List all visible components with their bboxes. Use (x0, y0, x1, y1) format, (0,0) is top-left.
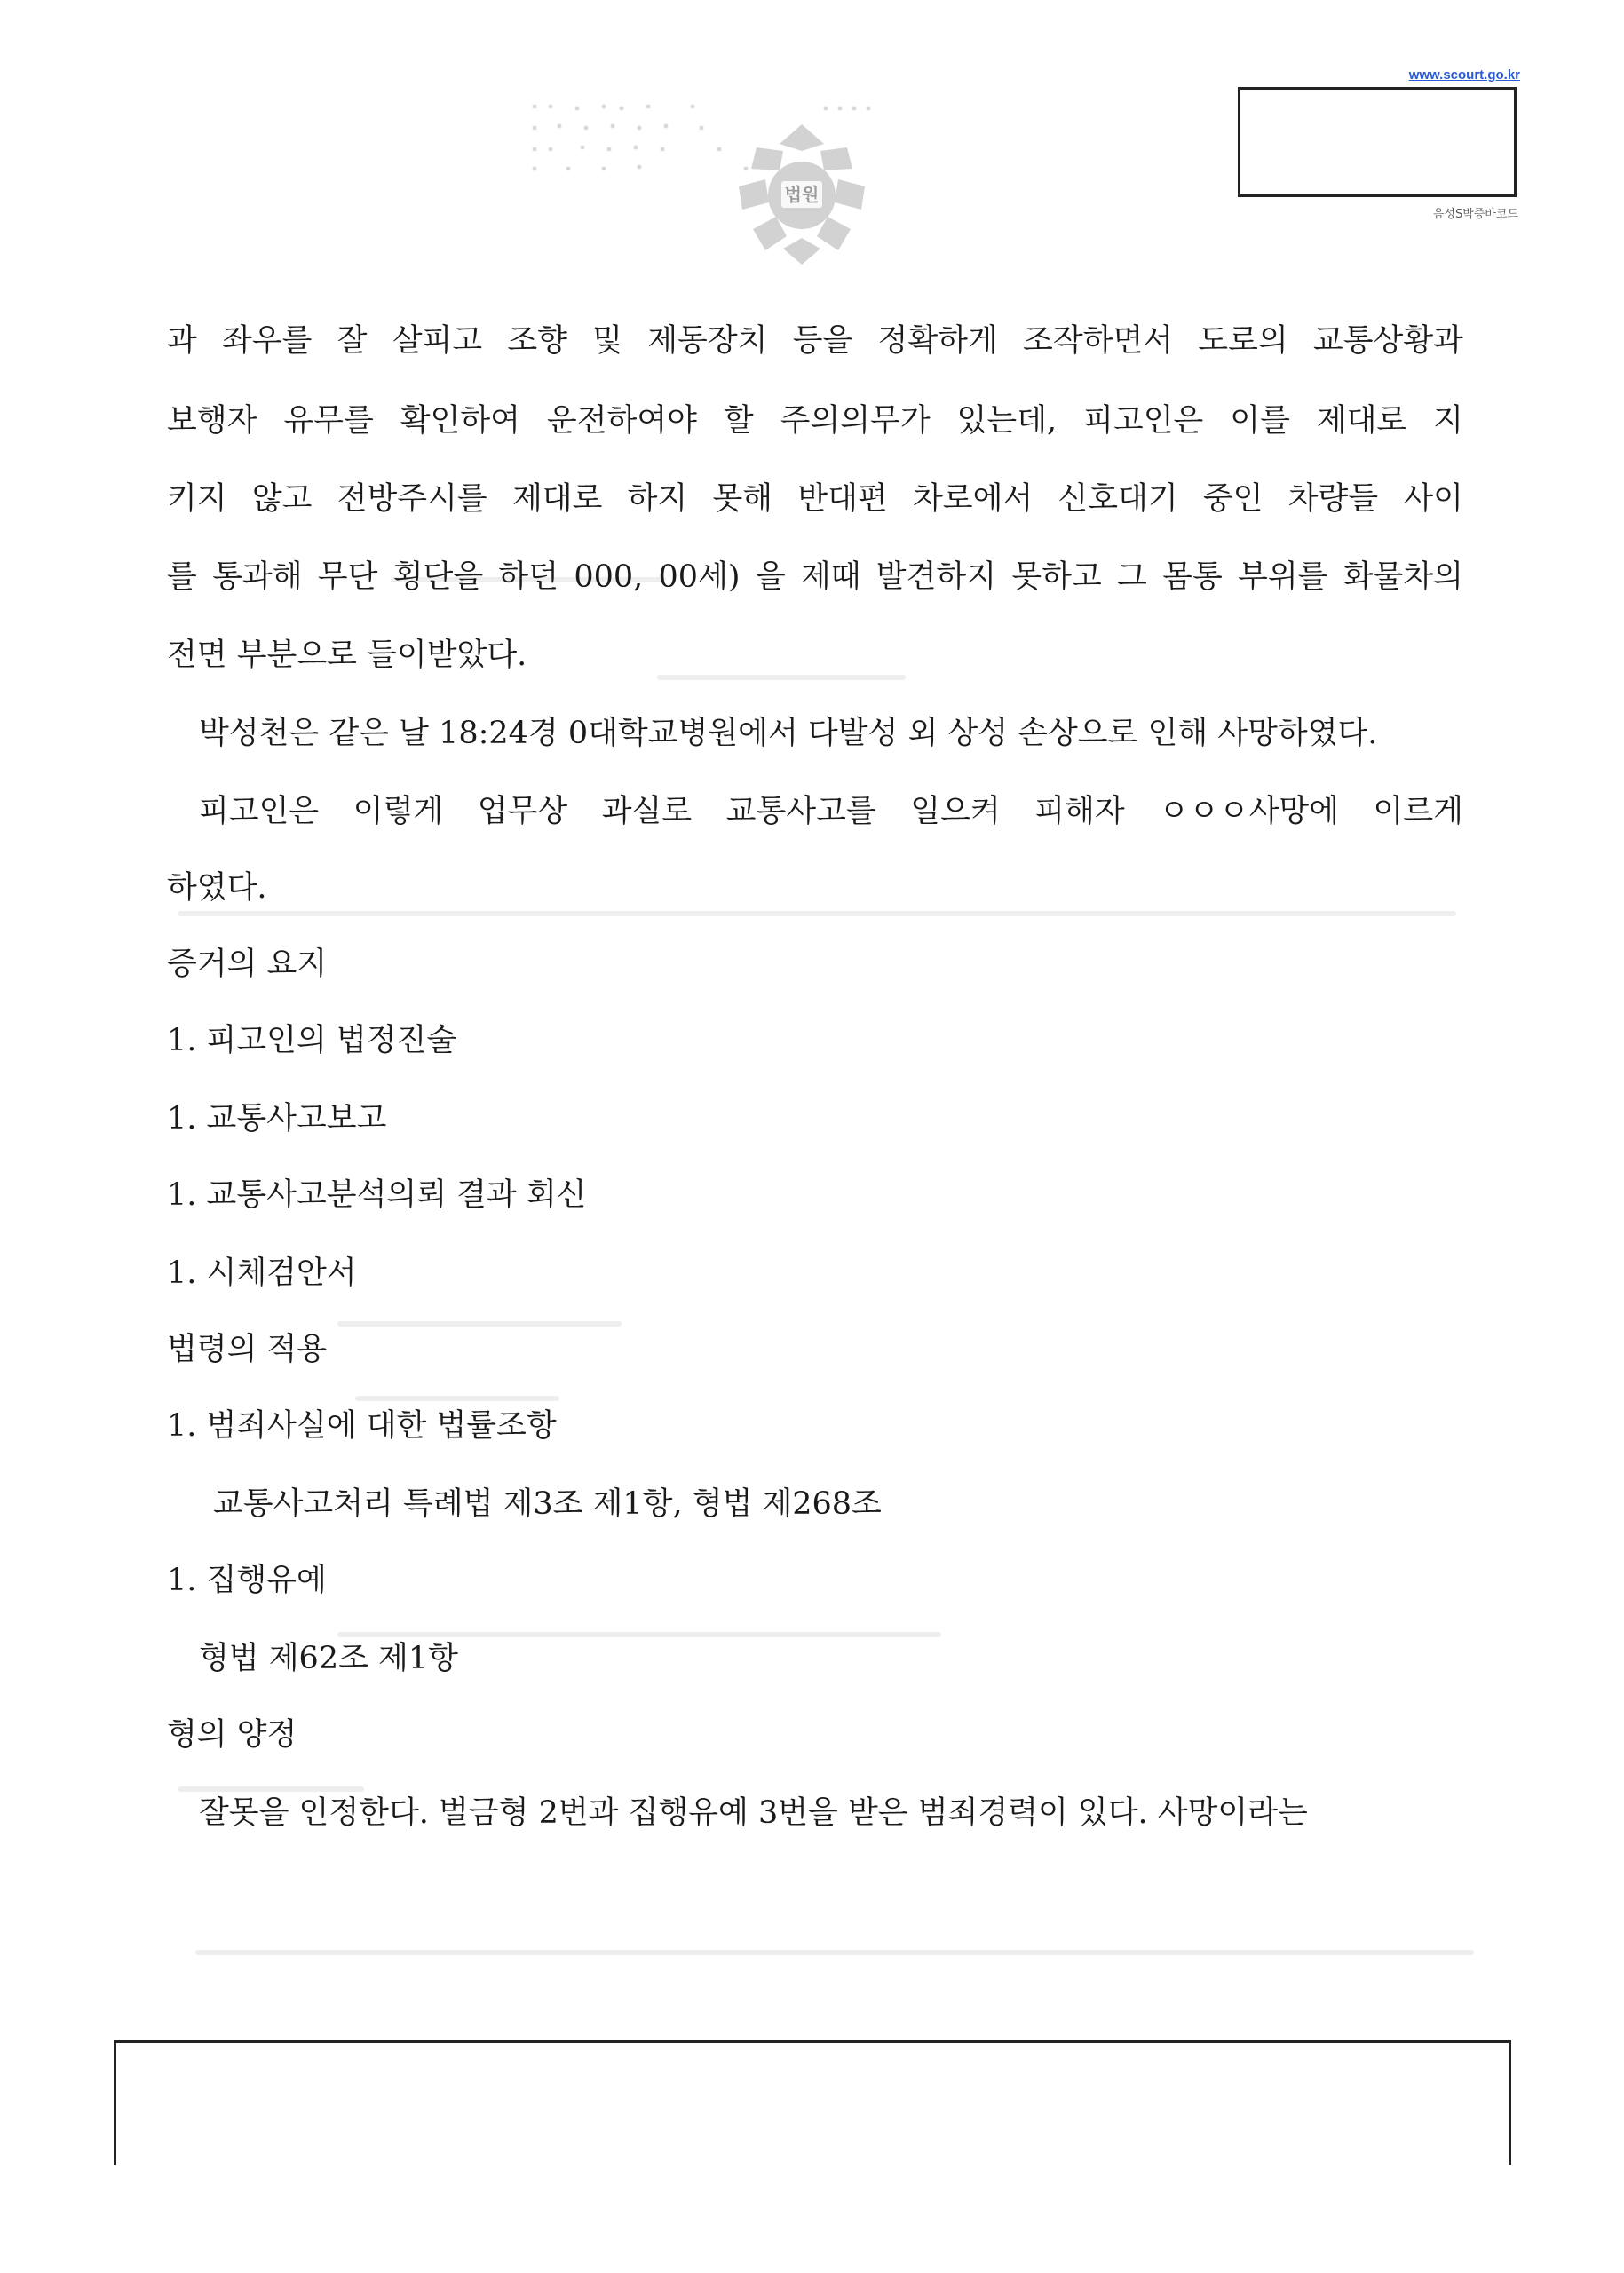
body-line: 피고인은 이렇게 업무상 과실로 교통사고를 일으켜 피해자 ㅇㅇㅇ사망에 이르게 (199, 794, 1463, 829)
bleed-through-mark (178, 1786, 364, 1792)
body-line: 하였다. (167, 870, 267, 906)
bleed-through-mark (337, 1632, 941, 1637)
list-subitem: 형법 제62조 제1항 (199, 1641, 458, 1676)
bleed-through-mark (337, 1321, 622, 1327)
svg-text:법원: 법원 (784, 184, 820, 205)
body-line: 보행자 유무를 확인하여 운전하여야 할 주의의무가 있는데, 피고인은 이를 제대로 지 (167, 403, 1463, 439)
list-item: 1. 피고인의 법정진술 (167, 1023, 457, 1058)
list-item: 1. 범죄사실에 대한 법률조항 (167, 1408, 557, 1444)
body-line: 전면 부분으로 들이받았다. (167, 638, 527, 673)
list-item: 1. 교통사고분석의뢰 결과 회신 (167, 1177, 587, 1213)
body-line: 키지 않고 전방주시를 제대로 하지 못해 반대편 차로에서 신호대기 중인 차량들 사이 (167, 481, 1463, 517)
list-item: 1. 교통사고보고 (167, 1101, 387, 1136)
bleed-through-mark (178, 911, 1456, 916)
barcode-caption: 음성S박증바코드 (1432, 208, 1518, 221)
bleed-through-mark (355, 1396, 559, 1401)
body-line: 를 통과해 무단 횡단을 하던 000, 00세) 을 제때 발견하지 못하고 그 몸통 부위를 화물차의 (167, 559, 1463, 595)
scourt-link[interactable]: www.scourt.go.kr (1408, 67, 1520, 83)
list-item: 1. 시체검안서 (167, 1255, 357, 1291)
list-subitem: 교통사고처리 특례법 제3조 제1항, 형법 제268조 (213, 1486, 882, 1522)
body-line: 과 좌우를 잘 살피고 조향 및 제동장치 등을 정확하게 조작하면서 도로의 교통상황과 (167, 323, 1463, 359)
body-line: 박성천은 같은 날 18:24경 0대학교병원에서 다발성 외 상성 손상으로 인해 사망하였다. (199, 716, 1378, 751)
section-heading-law: 법령의 적용 (167, 1332, 328, 1367)
section-heading-sentencing: 형의 양정 (167, 1717, 297, 1753)
bleed-through-mark (657, 675, 906, 680)
bleed-through-mark (195, 1950, 1474, 1955)
body-line: 잘못을 인정한다. 벌금형 2번과 집행유예 3번을 받은 범죄경력이 있다. 사망이라는 (199, 1795, 1308, 1831)
list-item: 1. 집행유예 (167, 1563, 327, 1598)
section-heading-evidence: 증거의 요지 (167, 946, 328, 982)
barcode-box (1238, 87, 1517, 197)
court-seal-icon (739, 124, 865, 265)
footer-box (114, 2040, 1511, 2165)
